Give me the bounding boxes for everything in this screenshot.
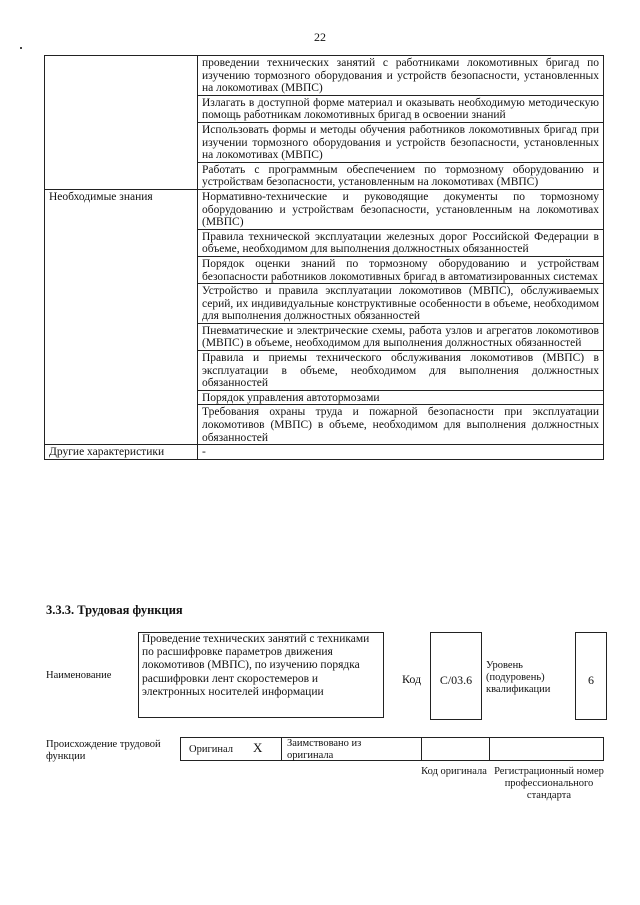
row-text: Порядок управления автотормозами — [198, 390, 604, 405]
page-number: 22 — [314, 30, 326, 44]
row-text: Использовать формы и методы обучения работников локомотивных бригад при изучении тормозного оборудования и устройств безопасности, установленных на локомотивах (МВПС) — [198, 122, 604, 162]
row-label — [45, 351, 198, 391]
table-row — [45, 162, 604, 189]
table-row — [45, 323, 604, 350]
code-original-caption: Код оригинала — [421, 766, 487, 777]
table-row — [45, 256, 604, 283]
table-row — [45, 122, 604, 162]
level-label: Уровень (подуровень) квалификации — [486, 660, 551, 695]
row-text: - — [198, 445, 604, 460]
row-label — [45, 256, 198, 283]
row-text: Пневматические и электрические схемы, работа узлов и агрегатов локомотивов (МВПС) в объеме, необходимом для выполнения должностных обязанностей — [198, 323, 604, 350]
name-label: Наименование — [46, 670, 112, 681]
borrowed-cell — [281, 738, 422, 760]
level-box — [575, 632, 607, 720]
origin-label: Происхождение трудовой функции — [46, 739, 161, 762]
table-row — [45, 229, 604, 256]
table-row — [45, 390, 604, 405]
row-label — [45, 95, 198, 122]
code-value: C/03.6 — [439, 673, 473, 687]
code-box — [430, 632, 482, 720]
table-row — [45, 405, 604, 445]
function-name-box: Проведение технических занятий с техниками по расшифровке параметров движения локомотивов (МВПС), по изучению порядка расшифровки лент скоростемеров и электронных носителей информации — [138, 632, 384, 718]
reg-number-caption: Регистрационный номер профессионального стандарта — [494, 766, 604, 801]
row-label-other: Другие характеристики — [45, 445, 198, 460]
row-label — [45, 56, 198, 96]
original-mark: X — [253, 740, 263, 755]
row-label — [45, 122, 198, 162]
row-text: Правила и приемы технического обслуживания локомотивов (МВПС) в эксплуатации в объеме, необходимом для выполнения должностных обязанностей — [198, 351, 604, 391]
section-title: 3.3.3. Трудовая функция — [46, 603, 183, 617]
margin-dot — [20, 47, 22, 49]
original-cell — [181, 738, 282, 760]
row-label — [45, 284, 198, 324]
row-label — [45, 162, 198, 189]
row-text: Нормативно-технические и руководящие документы по тормозному оборудованию и устройствам безопасности, установленным на локомотивах (МВПС) — [198, 189, 604, 229]
code-label: Код — [402, 672, 422, 686]
row-text: Правила технической эксплуатации железных дорог Российской Федерации в объеме, необходимом для выполнения должностных обязанностей — [198, 229, 604, 256]
requirements-table — [44, 55, 604, 460]
row-text: Порядок оценки знаний по тормозному оборудованию и устройствам безопасности работников локомотивных бригад в автоматизированных системах — [198, 256, 604, 283]
row-text: Работать с программным обеспечением по тормозному оборудованию и устройствам безопасности, установленным на локомотивах (МВПС) — [198, 162, 604, 189]
row-label-knowledge: Необходимые знания — [45, 189, 198, 229]
borrowed-label: Заимствовано из оригинала — [287, 738, 362, 761]
table-row — [45, 351, 604, 391]
original-label: Оригинал — [189, 744, 233, 755]
row-text: Устройство и правила эксплуатации локомотивов (МВПС), обслуживаемых серий, их индивидуальные конструктивные особенности в объеме, необходимом для выполнения должностных обязанностей — [198, 284, 604, 324]
row-text: Требования охраны труда и пожарной безопасности при эксплуатации локомотивов (МВПС) в объеме, необходимом для выполнения должностных обязанностей — [198, 405, 604, 445]
row-label — [45, 405, 198, 445]
table-row — [45, 189, 604, 229]
row-label — [45, 390, 198, 405]
row-label — [45, 229, 198, 256]
table-row — [45, 95, 604, 122]
origin-row — [180, 737, 604, 761]
row-label — [45, 323, 198, 350]
row-text: проведении технических занятий с работниками локомотивных бригад по изучению тормозного оборудования и устройств безопасности, установленных на локомотивах (МВПС) — [198, 56, 604, 96]
code-original-cell — [421, 738, 490, 760]
level-value: 6 — [588, 673, 594, 687]
table-row — [45, 56, 604, 96]
table-row — [45, 445, 604, 460]
row-text: Излагать в доступной форме материал и оказывать необходимую методическую помощь работникам локомотивных бригад в освоении знаний — [198, 95, 604, 122]
table-row — [45, 284, 604, 324]
